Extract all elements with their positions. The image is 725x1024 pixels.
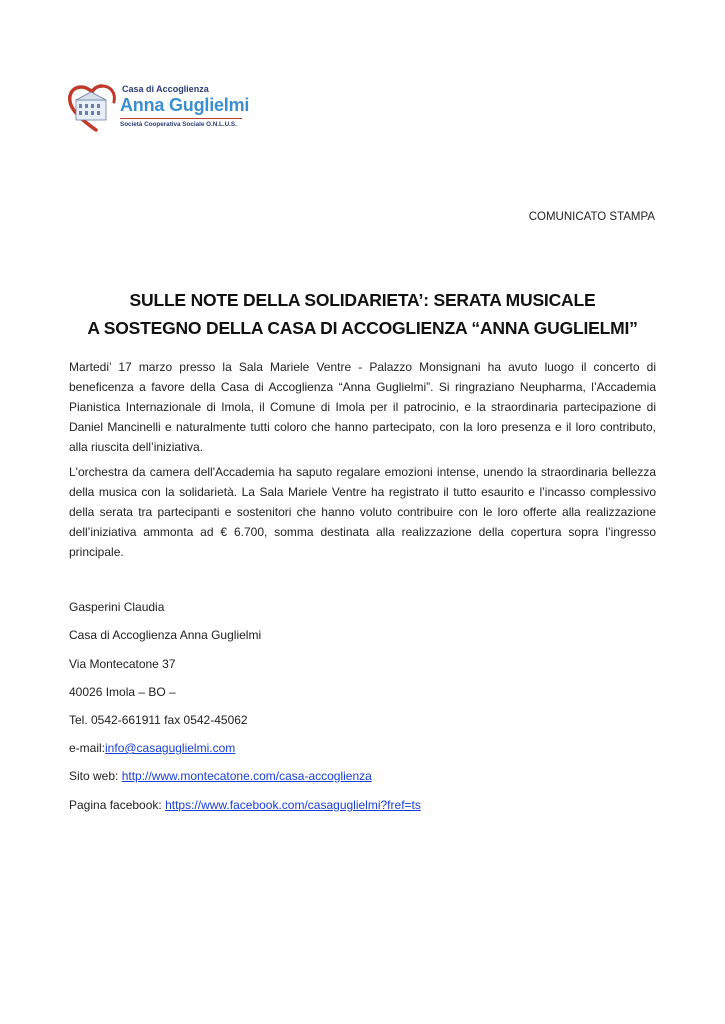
- contact-email-row: [69, 741, 235, 755]
- contact-facebook-row: [69, 798, 421, 812]
- logo-subtitle: Casa di Accoglienza: [122, 84, 209, 94]
- logo-divider: [120, 118, 242, 119]
- logo-tagline: Società Cooperativa Sociale O.N.L.U.S.: [120, 121, 237, 128]
- email-link[interactable]: info@casaguglielmi.com: [105, 741, 236, 755]
- website-link[interactable]: http://www.montecatone.com/casa-accoglienza: [121, 769, 372, 783]
- press-release-label: COMUNICATO STAMPA: [528, 211, 655, 223]
- contact-organization: Casa di Accoglienza Anna Guglielmi: [69, 628, 262, 642]
- contact-name: Gasperini Claudia: [69, 600, 165, 614]
- email-label: e-mail:: [69, 741, 106, 755]
- contact-website-row: [69, 769, 372, 783]
- logo-name: Anna Guglielmi: [120, 95, 250, 115]
- contact-address: Via Montecatone 37: [69, 657, 176, 671]
- title-line-2: A SOSTEGNO DELLA CASA DI ACCOGLIENZA “ANNA GUGLIELMI”: [87, 318, 638, 338]
- heart-building-icon: [66, 80, 126, 136]
- website-label: Sito web:: [69, 769, 122, 783]
- organization-logo: [66, 80, 256, 142]
- facebook-link[interactable]: https://www.facebook.com/casaguglielmi?fref=ts: [165, 798, 421, 812]
- contact-city: 40026 Imola – BO –: [69, 685, 176, 699]
- document-title: [60, 286, 665, 342]
- contact-phone: Tel. 0542-661911 fax 0542-45062: [69, 713, 248, 727]
- title-line-1: SULLE NOTE DELLA SOLIDARIETA’: SERATA MUSICALE: [129, 290, 596, 310]
- body-paragraph-1: Martedi’ 17 marzo presso la Sala Mariele Ventre - Palazzo Monsignani ha avuto luogo il concerto di beneficenza a favore della Casa di Accoglienza “Anna Guglielmi”. Si ringraziano Neupharma, l’Accademia Pianistica Internazionale di Imola, il Comune di Imola per il patrocinio, e la straordinaria partecipazione di Daniel Mancinelli e naturalmente tutti coloro che hanno partecipato, con la loro presenza e il loro contributo, alla riuscita dell’iniziativa.: [69, 360, 656, 454]
- facebook-label: Pagina facebook:: [69, 798, 166, 812]
- body-paragraph-2: L'orchestra da camera dell'Accademia ha saputo regalare emozioni intense, unendo la straordinaria bellezza della musica con la solidarietà. La Sala Mariele Ventre ha registrato il tutto esaurito e l’incasso complessivo della serata tra partecipanti e sostenitori che hanno voluto contribuire con le loro offerte alla realizzazione dell’iniziativa ammonta ad € 6.700, somma destinata alla realizzazione della copertura sopra l’ingresso principale.: [69, 465, 656, 559]
